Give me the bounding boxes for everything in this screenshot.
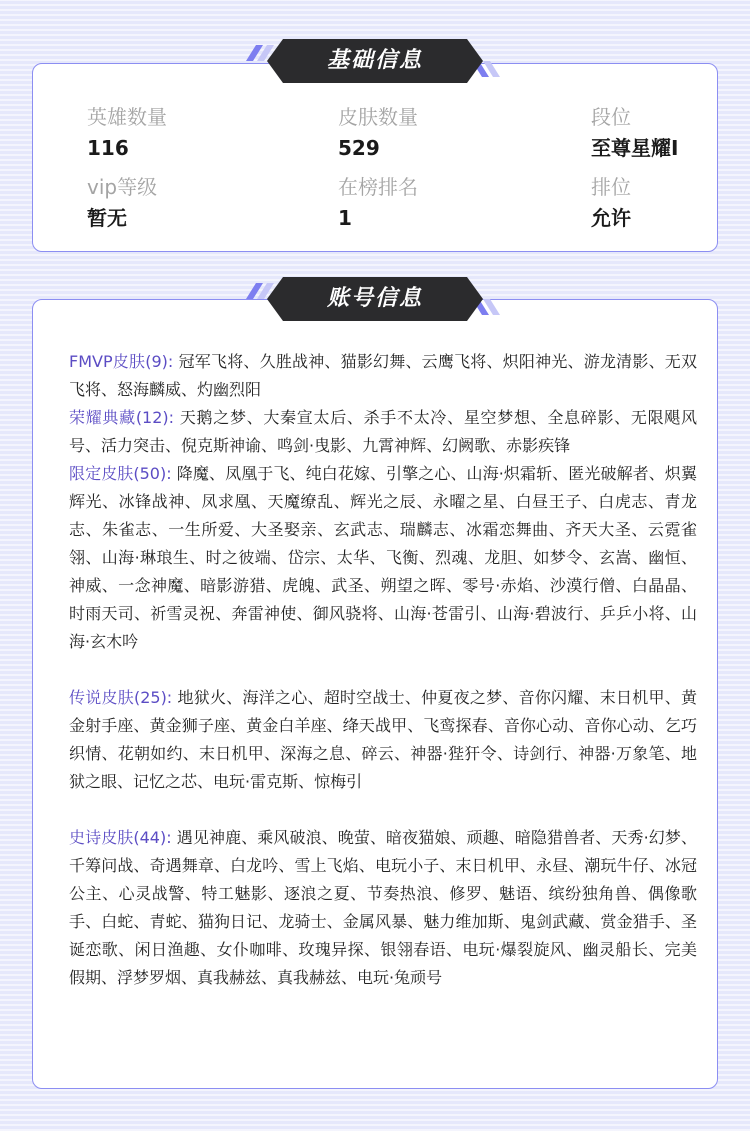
skin-count-value: 529 — [338, 136, 380, 160]
hero-count-value: 116 — [87, 136, 129, 160]
skin-category-label: 传说皮肤(25): — [69, 688, 173, 707]
vip-level-value: 暂无 — [87, 206, 127, 230]
skin-items: 天鹅之梦、大秦宣太后、杀手不太冷、星空梦想、全息碎影、无限飓风号、活力突击、倪克斯神谕、鸣剑·曳影、九霄神辉、幻阙歌、赤影疾锋 — [69, 408, 697, 455]
spacer — [69, 796, 697, 824]
leaderboard-rank-label: 在榜排名 — [338, 175, 418, 199]
skin-items: 地狱火、海洋之心、超时空战士、仲夏夜之梦、音你闪耀、末日机甲、黄金射手座、黄金狮子座、黄金白羊座、绛天战甲、飞鸾探春、音你心动、音你心动、乞巧织情、花朝如约、末日机甲、深海之息、碎云、神器·狴犴令、诗剑行、神器·万象笔、地狱之眼、记忆之芯、电玩·雷克斯、惊梅引 — [69, 688, 697, 791]
skin-group-fmvp — [69, 348, 697, 404]
skin-items: 冠军飞将、久胜战神、猫影幻舞、云鹰飞将、炽阳神光、游龙清影、无双飞将、怒海麟威、灼幽烈阳 — [69, 352, 697, 399]
skin-category-label: FMVP皮肤(9): — [69, 352, 174, 371]
rank-tier-cell — [591, 104, 678, 161]
skin-count-label: 皮肤数量 — [338, 105, 418, 129]
skin-category-label: 限定皮肤(50): — [69, 464, 172, 483]
hero-count-cell — [87, 104, 167, 161]
skin-category-label: 荣耀典藏(12): — [69, 408, 175, 427]
leaderboard-rank-value: 1 — [338, 206, 352, 230]
ranked-mode-label: 排位 — [591, 175, 631, 199]
section-banner-basic-info — [245, 37, 505, 85]
hero-count-label: 英雄数量 — [87, 105, 167, 129]
skin-group-limited — [69, 460, 697, 656]
vip-level-label: vip等级 — [87, 175, 158, 199]
section-title: 基础信息 — [326, 48, 423, 73]
skin-items: 降魔、凤凰于飞、纯白花嫁、引擎之心、山海·炽霜斩、匿光破解者、炽翼辉光、冰锋战神、凤求凰、天魔缭乱、辉光之辰、永曜之星、白昼王子、白虎志、青龙志、朱雀志、一生所爱、大圣娶亲、玄武志、瑞麟志、冰霜恋舞曲、齐天大圣、云霓雀翎、山海·琳琅生、时之彼端、岱宗、太华、飞衡、烈魂、龙胆、如梦令、玄嵩、幽恒、神威、一念神魔、暗影游猎、虎魄、武圣、朔望之晖、零号·赤焰、沙漠行僧、白晶晶、时雨天司、祈雪灵祝、奔雷神使、御风骁将、山海·苍雷引、山海·碧波行、乒乒小将、山海·玄木吟 — [69, 464, 697, 651]
basic-info-card — [32, 63, 718, 252]
spacer — [69, 656, 697, 684]
leaderboard-rank-cell — [338, 174, 418, 231]
skin-items: 遇见神鹿、乘风破浪、晚萤、暗夜猫娘、顽趣、暗隐猎兽者、天秀·幻梦、千筹问战、奇遇舞章、白龙吟、雪上飞焰、电玩小子、末日机甲、永昼、潮玩牛仔、冰冠公主、心灵战警、特工魅影、逐浪之夏、节奏热浪、修罗、魅语、缤纷独角兽、偶像歌手、白蛇、青蛇、猫狗日记、龙骑士、金属风暴、魅力维加斯、鬼剑武藏、赏金猎手、圣诞恋歌、闲日渔趣、女仆咖啡、玫瑰异探、银翎春语、电玩·爆裂旋风、幽灵船长、完美假期、浮梦罗烟、真我赫兹、真我赫兹、电玩·兔顽号 — [69, 828, 697, 987]
skin-count-cell — [338, 104, 418, 161]
skin-group-legendary — [69, 684, 697, 796]
section-banner-account-info — [245, 275, 505, 323]
skin-category-label: 史诗皮肤(44): — [69, 828, 172, 847]
ranked-mode-value: 允许 — [591, 206, 631, 230]
section-title: 账号信息 — [326, 286, 423, 311]
rank-tier-value: 至尊星耀I — [591, 136, 679, 160]
skin-list — [69, 348, 697, 992]
account-info-card — [32, 299, 718, 1089]
skin-group-epic — [69, 824, 697, 992]
skin-group-glory-collection — [69, 404, 697, 460]
rank-tier-label: 段位 — [591, 105, 631, 129]
ranked-mode-cell — [591, 174, 631, 231]
vip-level-cell — [87, 174, 157, 231]
